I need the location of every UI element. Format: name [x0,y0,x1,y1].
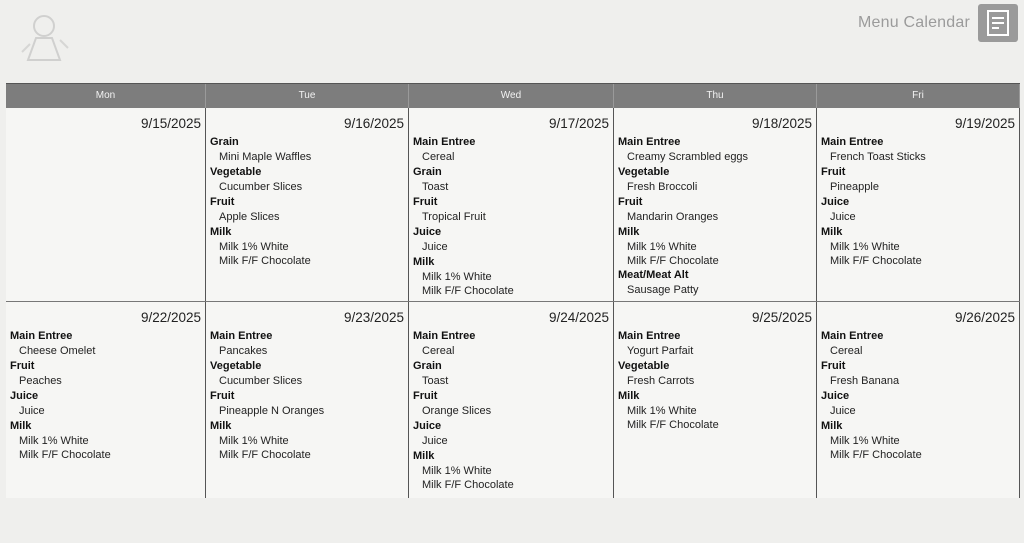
menu-item: Milk 1% White [627,405,697,417]
menu-item: Milk F/F Chocolate [19,449,111,461]
menu-category: Milk [618,226,640,238]
menu-item: Yogurt Parfait [627,345,694,357]
menu-item: Juice [830,405,856,417]
day-cell [614,108,817,301]
day-date: 9/24/2025 [548,310,609,325]
menu-category: Fruit [413,196,438,208]
menu-item: Milk 1% White [627,241,697,253]
day-cell [817,302,1020,498]
menu-calendar-button[interactable] [978,4,1018,42]
title-bar [858,4,1018,42]
menu-category: Fruit [413,390,438,402]
week-row [6,108,1020,302]
day-cell [206,108,409,301]
menu-item: Milk 1% White [219,241,289,253]
weekday-wed: Wed [409,84,614,108]
menu-category: Vegetable [210,360,262,372]
menu-category: Milk [210,420,232,432]
menu-category: Meat/Meat Alt [618,269,689,281]
menu-item: Cereal [422,151,455,163]
menu-item: Cereal [422,345,455,357]
menu-item: Milk 1% White [830,435,900,447]
weekday-tue: Tue [206,84,409,108]
menu-calendar-grid [6,83,1020,498]
menu-item: Juice [830,211,856,223]
day-cell [409,108,614,301]
menu-item: Milk 1% White [422,465,492,477]
menu-item: Milk 1% White [422,271,492,283]
menu-category: Vegetable [210,166,262,178]
menu-category: Grain [413,360,442,372]
menu-item: Orange Slices [422,405,492,417]
day-date: 9/23/2025 [343,310,404,325]
menu-item: Toast [422,375,449,387]
day-date: 9/19/2025 [954,116,1015,131]
menu-category: Juice [10,390,39,402]
day-cell [206,302,409,498]
day-date: 9/15/2025 [140,116,201,131]
menu-category: Fruit [210,390,235,402]
menu-item: Fresh Carrots [627,375,695,387]
menu-category: Juice [413,226,442,238]
menu-item: Apple Slices [219,211,280,223]
menu-category: Milk [618,390,640,402]
school-logo [18,4,78,62]
page-title: Menu Calendar [858,14,970,31]
menu-item: Juice [422,241,448,253]
menu-category: Milk [413,256,435,268]
menu-category: Juice [413,420,442,432]
day-date: 9/17/2025 [548,116,609,131]
menu-item: Mandarin Oranges [627,211,719,223]
menu-category: Main Entree [10,330,73,342]
menu-category: Main Entree [618,136,681,148]
menu-item: Milk 1% White [830,241,900,253]
weekday-thu: Thu [614,84,817,108]
menu-category: Main Entree [821,330,884,342]
menu-category: Main Entree [210,330,273,342]
menu-category: Juice [821,390,850,402]
menu-item: Milk F/F Chocolate [422,479,514,491]
weekday-header [6,83,1020,108]
menu-item: Fresh Banana [830,375,900,387]
menu-item: Fresh Broccoli [627,181,698,193]
day-date: 9/22/2025 [140,310,201,325]
menu-item: Milk F/F Chocolate [219,449,311,461]
menu-item: Juice [422,435,448,447]
menu-item: Tropical Fruit [422,211,486,223]
menu-item: Sausage Patty [627,284,699,296]
menu-item: Milk F/F Chocolate [627,255,719,267]
menu-category: Grain [210,136,239,148]
menu-item: Milk F/F Chocolate [830,255,922,267]
document-list-icon [986,9,1010,37]
menu-category: Vegetable [618,360,670,372]
menu-category: Milk [821,420,843,432]
weekday-fri: Fri [817,84,1020,108]
menu-category: Milk [10,420,32,432]
menu-item: Juice [19,405,45,417]
menu-category: Main Entree [618,330,681,342]
menu-item: Milk 1% White [19,435,89,447]
menu-item: Milk F/F Chocolate [830,449,922,461]
menu-category: Vegetable [618,166,670,178]
menu-item: Cheese Omelet [19,345,96,357]
day-date: 9/18/2025 [751,116,812,131]
menu-category: Main Entree [821,136,884,148]
menu-category: Milk [821,226,843,238]
menu-item: French Toast Sticks [830,151,926,163]
menu-category: Juice [821,196,850,208]
menu-category: Main Entree [413,136,476,148]
menu-item: Pineapple N Oranges [219,405,325,417]
menu-item: Pancakes [219,345,268,357]
menu-item: Milk 1% White [219,435,289,447]
menu-item: Milk F/F Chocolate [219,255,311,267]
menu-category: Milk [210,226,232,238]
menu-item: Cucumber Slices [219,181,303,193]
menu-item: Creamy Scrambled eggs [627,151,749,163]
week-row [6,302,1020,498]
menu-item: Milk F/F Chocolate [627,419,719,431]
day-date: 9/26/2025 [954,310,1015,325]
menu-item: Toast [422,181,449,193]
menu-item: Milk F/F Chocolate [422,285,514,297]
day-date: 9/25/2025 [751,310,812,325]
menu-category: Grain [413,166,442,178]
day-cell [6,108,206,301]
day-date: 9/16/2025 [343,116,404,131]
menu-category: Milk [413,450,435,462]
day-cell [817,108,1020,301]
menu-category: Fruit [821,360,846,372]
menu-category: Main Entree [413,330,476,342]
day-cell [409,302,614,498]
day-cell [6,302,206,498]
menu-category: Fruit [821,166,846,178]
menu-item: Cereal [830,345,863,357]
day-cell [614,302,817,498]
menu-category: Fruit [618,196,643,208]
menu-item: Mini Maple Waffles [219,151,312,163]
menu-item: Pineapple [830,181,879,193]
menu-category: Fruit [10,360,35,372]
weekday-mon: Mon [6,84,206,108]
menu-item: Peaches [19,375,62,387]
menu-category: Fruit [210,196,235,208]
menu-item: Cucumber Slices [219,375,303,387]
